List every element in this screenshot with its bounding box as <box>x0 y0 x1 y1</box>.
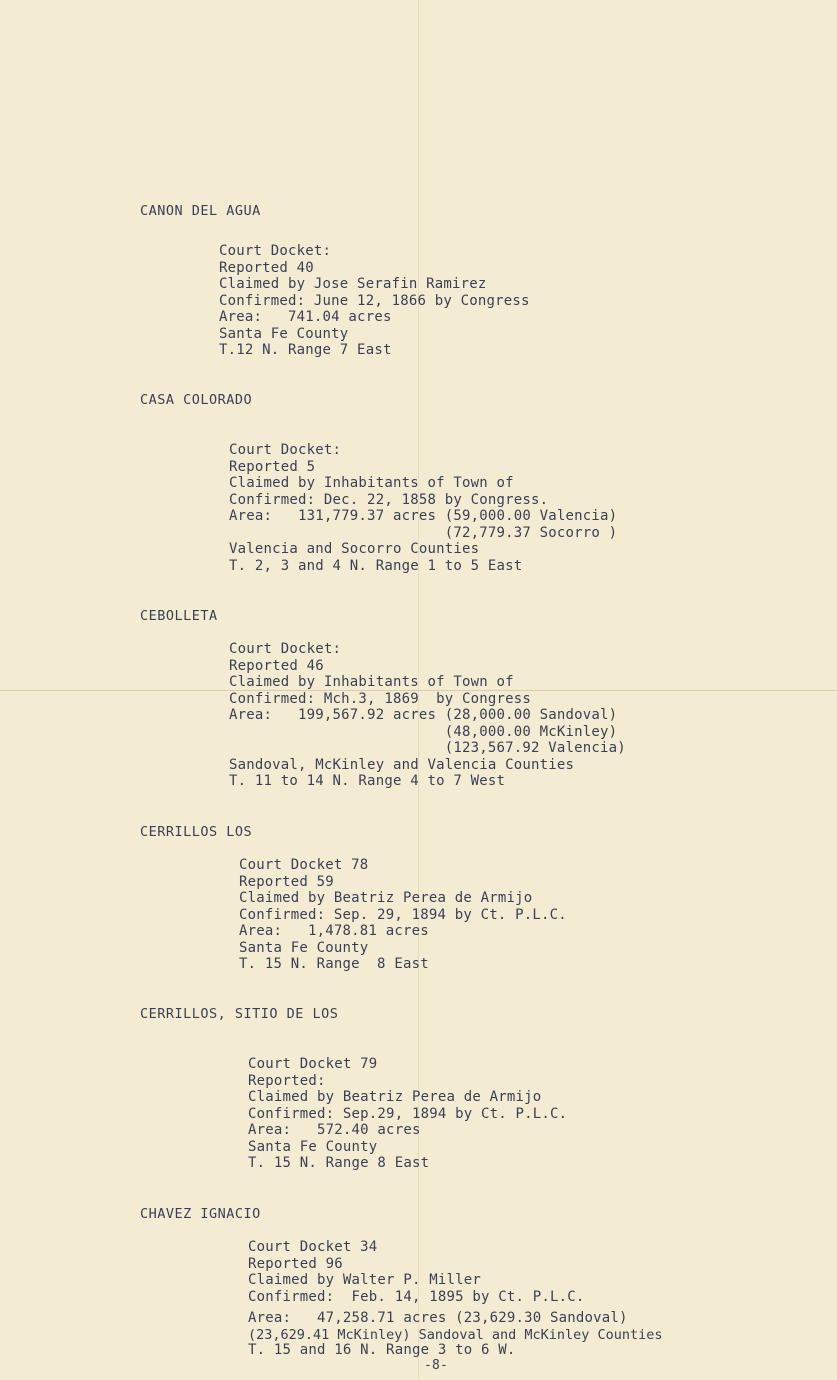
entry-line: Confirmed: Sep.29, 1894 by Ct. P.L.C. <box>248 1105 568 1122</box>
entry-line: Reported 40 <box>219 259 314 276</box>
entry-line: Santa Fe County <box>248 1138 378 1155</box>
entry-line: Area: 1,478.81 acres <box>239 923 429 939</box>
entry-line: T. 15 N. Range 8 East <box>248 1155 430 1171</box>
entry-line: T. 11 to 14 N. Range 4 to 7 West <box>229 773 506 789</box>
entry-line: Confirmed: Sep. 29, 1894 by Ct. P.L.C. <box>239 906 567 923</box>
entry-line: Court Docket 34 <box>248 1239 378 1255</box>
entry-line: (23,629.41 McKinley) Sandoval and McKinley Counties <box>248 1326 663 1343</box>
entry-line: Sandoval, McKinley and Valencia Counties <box>229 756 575 773</box>
entry-line: Court Docket: <box>229 641 342 657</box>
entry-line: Claimed by Inhabitants of Town of <box>229 674 514 690</box>
entry-line: Claimed by Inhabitants of Town of <box>229 475 514 491</box>
entry-line: Area: 572.40 acres <box>248 1122 421 1138</box>
entry-line: Area: 199,567.92 acres (28,000.00 Sandoval) <box>229 707 618 723</box>
entry-heading: CHAVEZ IGNACIO <box>140 1206 261 1222</box>
entry-line: Court Docket 79 <box>248 1056 378 1072</box>
entry-line: Confirmed: Mch.3, 1869 by Congress <box>229 690 532 707</box>
entry-line: Claimed by Walter P. Miller <box>248 1272 481 1288</box>
entry-line: (123,567.92 Valencia) <box>229 740 626 756</box>
entry-heading: CERRILLOS LOS <box>140 824 253 840</box>
entry-line: Reported 96 <box>248 1255 343 1272</box>
entry-line: Santa Fe County <box>219 325 349 342</box>
entry-line: Reported 5 <box>229 458 316 475</box>
entry-heading: CANON DEL AGUA <box>140 203 261 219</box>
entry-line: Reported 46 <box>229 657 324 674</box>
entry-line: Claimed by Jose Serafin Ramirez <box>219 276 487 292</box>
entry-line: T. 2, 3 and 4 N. Range 1 to 5 East <box>229 557 523 574</box>
entry-line: Court Docket: <box>219 243 332 259</box>
entry-line: Santa Fe County <box>239 939 369 956</box>
page-number: -8- <box>424 1358 449 1373</box>
entry-line: (48,000.00 McKinley) <box>229 723 618 740</box>
entry-line: T. 15 and 16 N. Range 3 to 6 W. <box>248 1342 516 1358</box>
entry-line: Confirmed: Dec. 22, 1858 by Congress. <box>229 491 549 508</box>
entry-line: Court Docket 78 <box>239 857 369 873</box>
entry-line: Area: 47,258.71 acres (23,629.30 Sandoval) <box>248 1310 628 1326</box>
entry-line: Confirmed: Feb. 14, 1895 by Ct. P.L.C. <box>248 1288 585 1305</box>
entry-line: Claimed by Beatriz Perea de Armijo <box>239 890 533 906</box>
entry-line: Court Docket: <box>229 442 342 458</box>
entry-heading: CEBOLLETA <box>140 608 218 624</box>
entry-line: Reported 59 <box>239 873 334 890</box>
entry-heading: CASA COLORADO <box>140 392 253 408</box>
entry-line: Valencia and Socorro Counties <box>229 541 480 557</box>
entry-line: Claimed by Beatriz Perea de Armijo <box>248 1089 542 1105</box>
entry-line: (72,779.37 Socorro ) <box>229 524 618 541</box>
entry-line: Area: 741.04 acres <box>219 309 392 325</box>
entry-line: T. 15 N. Range 8 East <box>239 956 429 972</box>
entry-line: Area: 131,779.37 acres (59,000.00 Valencia) <box>229 508 618 524</box>
entry-heading: CERRILLOS, SITIO DE LOS <box>140 1006 339 1022</box>
entry-line: Confirmed: June 12, 1866 by Congress <box>219 292 530 309</box>
entry-line: Reported: <box>248 1072 326 1089</box>
entry-line: T.12 N. Range 7 East <box>219 342 392 358</box>
